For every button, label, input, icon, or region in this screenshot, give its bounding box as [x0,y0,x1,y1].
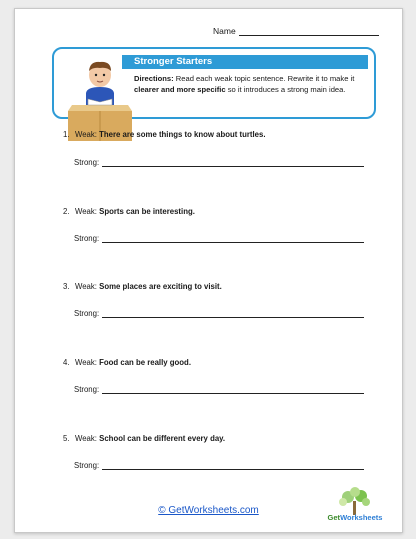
getworksheets-logo [315,487,395,527]
strong-answer-line[interactable] [102,157,364,167]
strong-answer-line[interactable] [102,460,364,470]
strong-label: Strong: [74,461,100,470]
item-5-strong [74,460,364,470]
weak-sentence: School can be different every day. [99,434,226,443]
item-number: 2. [63,207,70,216]
weak-label: Weak: [75,282,97,291]
directions-emphasis: clearer and more specific [134,84,226,94]
directions-text-part-1: Read each weak topic sentence. Rewrite it to make it [173,74,355,83]
item-2-weak [63,207,195,216]
getworksheets-link[interactable]: © GetWorksheets.com [158,505,259,516]
item-number: 5. [63,434,70,443]
item-5-weak [63,434,225,443]
item-4-weak [63,358,191,367]
strong-label: Strong: [74,309,100,318]
item-3-weak [63,282,222,291]
item-1-weak [63,130,266,139]
logo-text-worksheets: Worksheets [340,513,383,522]
name-field [213,26,379,36]
strong-label: Strong: [74,158,100,167]
item-number: 4. [63,358,70,367]
header-box [52,47,376,119]
weak-label: Weak: [75,358,97,367]
weak-sentence: Sports can be interesting. [99,207,195,216]
strong-label: Strong: [74,234,100,243]
name-label: Name [213,26,236,36]
strong-label: Strong: [74,385,100,394]
weak-sentence: Some places are exciting to visit. [99,282,222,291]
weak-label: Weak: [75,434,97,443]
logo-text [315,513,395,522]
strong-answer-line[interactable] [102,308,364,318]
weak-label: Weak: [75,207,97,216]
item-4-strong [74,384,364,394]
strong-answer-line[interactable] [102,384,364,394]
weak-sentence: Food can be really good. [99,358,191,367]
directions-text-part-2: so it introduces a strong main idea. [225,84,346,94]
name-blank-line[interactable] [239,26,379,36]
worksheet-title: Stronger Starters [122,55,368,69]
weak-sentence: There are some things to know about turtles. [99,130,266,139]
logo-text-get: Get [327,513,341,522]
strong-answer-line[interactable] [102,233,364,243]
worksheet-page [14,8,403,533]
item-1-strong [74,157,364,167]
item-number: 3. [63,282,70,291]
directions-text [134,74,372,95]
item-number: 1. [63,130,70,139]
weak-label: Weak: [75,130,97,139]
item-2-strong [74,233,364,243]
item-3-strong [74,308,364,318]
directions-label: Directions: [134,74,174,83]
tree-icon [315,487,395,515]
